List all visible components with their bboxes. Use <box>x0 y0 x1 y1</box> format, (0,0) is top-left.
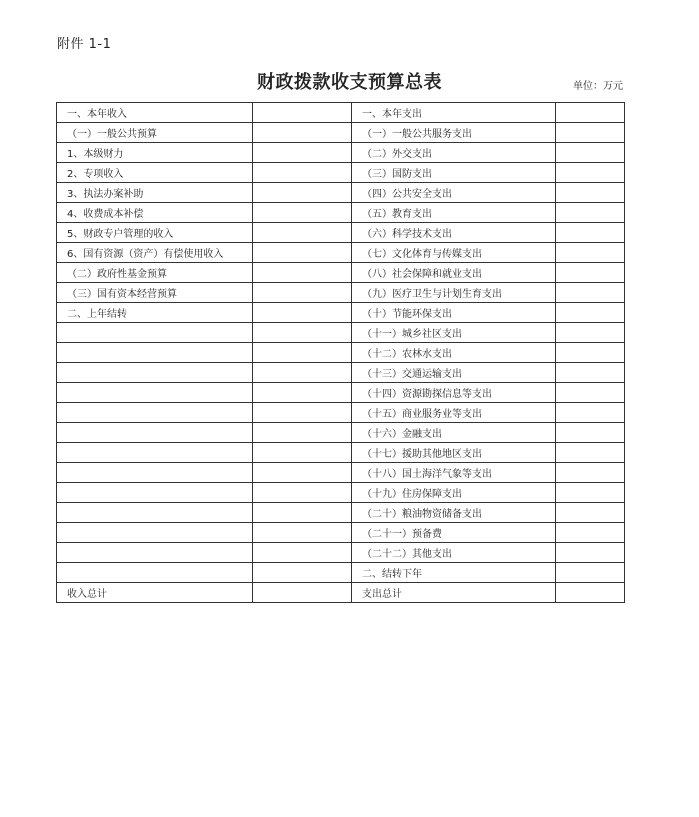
income-item-cell: 4、收费成本补偿 <box>57 203 253 223</box>
expense-item-cell: （九）医疗卫生与计划生育支出 <box>352 283 556 303</box>
income-amount-cell <box>253 403 352 423</box>
expense-item-cell: （二）外交支出 <box>352 143 556 163</box>
expense-amount-cell <box>556 443 625 463</box>
income-amount-cell <box>253 483 352 503</box>
expense-item-cell: （七）文化体育与传媒支出 <box>352 243 556 263</box>
income-item-cell: 1、本级财力 <box>57 143 253 163</box>
table-row <box>57 303 625 323</box>
income-item-cell: 一、本年收入 <box>57 103 253 123</box>
table-row <box>57 283 625 303</box>
income-amount-cell <box>253 263 352 283</box>
expense-amount-cell <box>556 103 625 123</box>
income-item-cell: （三）国有资本经营预算 <box>57 283 253 303</box>
income-item-cell <box>57 463 253 483</box>
expense-item-cell: （十二）农林水支出 <box>352 343 556 363</box>
expense-amount-cell <box>556 523 625 543</box>
income-amount-cell <box>253 443 352 463</box>
income-amount-cell <box>253 523 352 543</box>
expense-amount-cell <box>556 143 625 163</box>
income-item-cell <box>57 403 253 423</box>
income-item-cell <box>57 383 253 403</box>
income-amount-cell <box>253 143 352 163</box>
expense-amount-cell <box>556 263 625 283</box>
income-item-cell: 二、上年结转 <box>57 303 253 323</box>
income-item-cell <box>57 563 253 583</box>
income-item-cell: （一）一般公共预算 <box>57 123 253 143</box>
table-row <box>57 343 625 363</box>
expense-amount-cell <box>556 403 625 423</box>
table-row <box>57 243 625 263</box>
income-amount-cell <box>253 363 352 383</box>
income-amount-cell <box>253 103 352 123</box>
expense-item-cell: （二十）粮油物资储备支出 <box>352 503 556 523</box>
expense-item-cell: （五）教育支出 <box>352 203 556 223</box>
income-item-cell <box>57 523 253 543</box>
table-row <box>57 103 625 123</box>
expense-amount-cell <box>556 583 625 603</box>
table-row <box>57 423 625 443</box>
table-row <box>57 583 625 603</box>
expense-amount-cell <box>556 383 625 403</box>
income-amount-cell <box>253 123 352 143</box>
expense-amount-cell <box>556 503 625 523</box>
expense-item-cell: （十一）城乡社区支出 <box>352 323 556 343</box>
table-row <box>57 363 625 383</box>
income-item-cell <box>57 423 253 443</box>
income-item-cell <box>57 323 253 343</box>
table-row <box>57 443 625 463</box>
income-item-cell: 3、执法办案补助 <box>57 183 253 203</box>
expense-amount-cell <box>556 483 625 503</box>
expense-item-cell: （十六）金融支出 <box>352 423 556 443</box>
table-row <box>57 203 625 223</box>
table-row <box>57 383 625 403</box>
expense-item-cell: （十八）国土海洋气象等支出 <box>352 463 556 483</box>
expense-amount-cell <box>556 243 625 263</box>
expense-item-cell: （十四）资源勘探信息等支出 <box>352 383 556 403</box>
table-row <box>57 483 625 503</box>
expense-item-cell: （十）节能环保支出 <box>352 303 556 323</box>
expense-amount-cell <box>556 363 625 383</box>
table-row <box>57 143 625 163</box>
table-row <box>57 543 625 563</box>
income-item-cell <box>57 543 253 563</box>
expense-amount-cell <box>556 183 625 203</box>
table-row <box>57 523 625 543</box>
expense-amount-cell <box>556 343 625 363</box>
income-item-cell <box>57 503 253 523</box>
expense-item-cell: （二十一）预备费 <box>352 523 556 543</box>
income-amount-cell <box>253 323 352 343</box>
income-item-cell: （二）政府性基金预算 <box>57 263 253 283</box>
table-row <box>57 183 625 203</box>
attachment-label: 附件 1-1 <box>57 37 112 52</box>
income-item-cell <box>57 343 253 363</box>
table-row <box>57 323 625 343</box>
income-amount-cell <box>253 383 352 403</box>
expense-item-cell: （三）国防支出 <box>352 163 556 183</box>
expense-amount-cell <box>556 303 625 323</box>
budget-table-body <box>57 103 625 603</box>
budget-table <box>56 102 625 603</box>
income-amount-cell <box>253 343 352 363</box>
expense-amount-cell <box>556 543 625 563</box>
income-amount-cell <box>253 563 352 583</box>
table-row <box>57 263 625 283</box>
income-item-cell: 6、国有资源（资产）有偿使用收入 <box>57 243 253 263</box>
income-item-cell <box>57 483 253 503</box>
income-amount-cell <box>253 543 352 563</box>
income-amount-cell <box>253 463 352 483</box>
table-row <box>57 563 625 583</box>
expense-amount-cell <box>556 223 625 243</box>
income-item-cell <box>57 363 253 383</box>
expense-amount-cell <box>556 203 625 223</box>
table-row <box>57 223 625 243</box>
income-amount-cell <box>253 243 352 263</box>
income-amount-cell <box>253 503 352 523</box>
expense-item-cell: （十七）援助其他地区支出 <box>352 443 556 463</box>
expense-item-cell: （六）科学技术支出 <box>352 223 556 243</box>
income-item-cell: 5、财政专户管理的收入 <box>57 223 253 243</box>
expense-amount-cell <box>556 323 625 343</box>
income-amount-cell <box>253 183 352 203</box>
income-amount-cell <box>253 203 352 223</box>
expense-item-cell: （四）公共安全支出 <box>352 183 556 203</box>
table-row <box>57 403 625 423</box>
table-row <box>57 123 625 143</box>
income-amount-cell <box>253 283 352 303</box>
page-title: 财政拨款收支预算总表 <box>257 72 442 93</box>
expense-item-cell: 支出总计 <box>352 583 556 603</box>
expense-amount-cell <box>556 463 625 483</box>
expense-item-cell: （二十二）其他支出 <box>352 543 556 563</box>
table-row <box>57 503 625 523</box>
expense-amount-cell <box>556 123 625 143</box>
expense-amount-cell <box>556 163 625 183</box>
expense-item-cell: 一、本年支出 <box>352 103 556 123</box>
income-item-cell: 收入总计 <box>57 583 253 603</box>
expense-item-cell: （十三）交通运输支出 <box>352 363 556 383</box>
table-row <box>57 163 625 183</box>
income-amount-cell <box>253 163 352 183</box>
expense-amount-cell <box>556 423 625 443</box>
expense-item-cell: （一）一般公共服务支出 <box>352 123 556 143</box>
table-row <box>57 463 625 483</box>
expense-item-cell: （十五）商业服务业等支出 <box>352 403 556 423</box>
expense-item-cell: 二、结转下年 <box>352 563 556 583</box>
income-item-cell <box>57 443 253 463</box>
unit-label: 单位：万元 <box>573 81 623 92</box>
expense-item-cell: （十九）住房保障支出 <box>352 483 556 503</box>
income-amount-cell <box>253 583 352 603</box>
income-amount-cell <box>253 223 352 243</box>
income-item-cell: 2、专项收入 <box>57 163 253 183</box>
expense-item-cell: （八）社会保障和就业支出 <box>352 263 556 283</box>
income-amount-cell <box>253 423 352 443</box>
expense-amount-cell <box>556 283 625 303</box>
expense-amount-cell <box>556 563 625 583</box>
income-amount-cell <box>253 303 352 323</box>
